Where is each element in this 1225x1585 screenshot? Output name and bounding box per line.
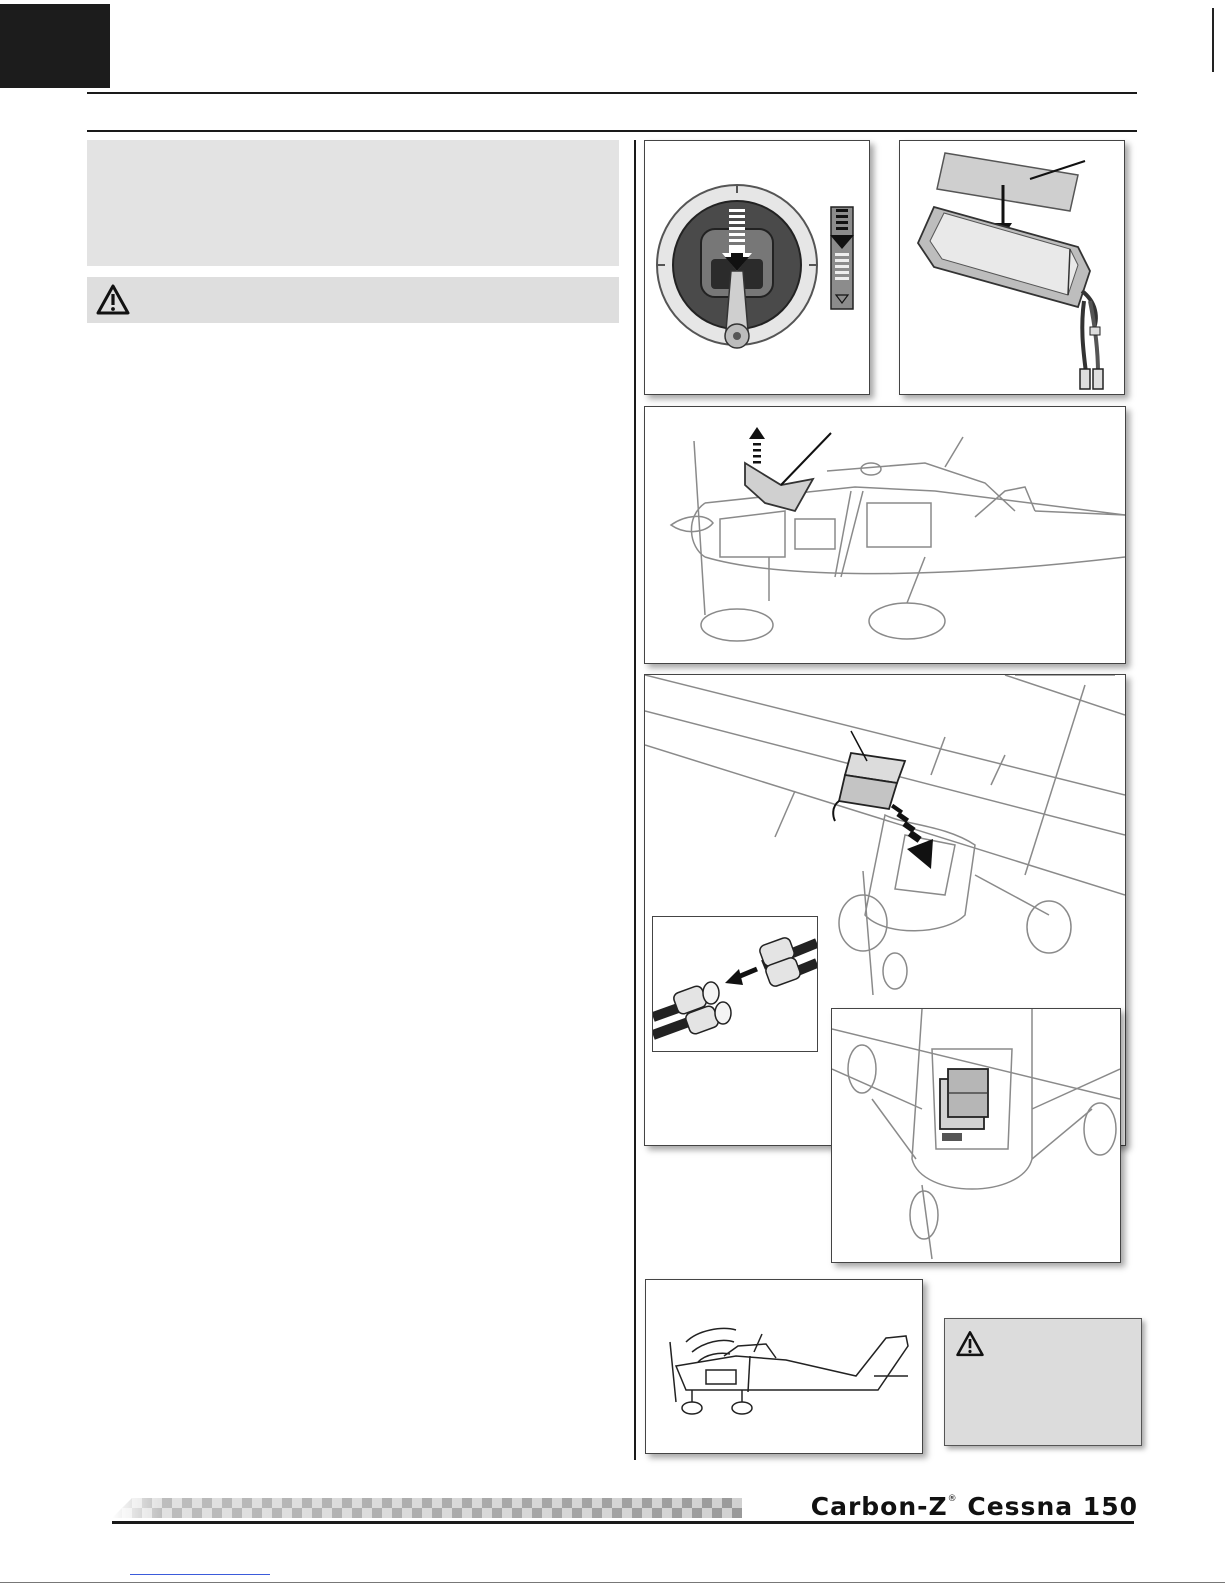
footer-brand: Carbon-Z bbox=[810, 1492, 948, 1521]
bottom-rule bbox=[0, 1582, 1225, 1583]
footer-model: Cessna 150 bbox=[967, 1492, 1138, 1521]
figure-hatch-removal bbox=[644, 406, 1126, 664]
figure-battery-hook-loop bbox=[899, 140, 1125, 395]
header-rule bbox=[87, 92, 1137, 94]
caution-note bbox=[944, 1318, 1142, 1446]
footer-registered-mark: ® bbox=[947, 1494, 958, 1504]
intro-note-panel bbox=[87, 140, 619, 266]
footer-checker-band bbox=[112, 1498, 742, 1518]
battery-pack-icon bbox=[900, 141, 1124, 394]
footer-rule bbox=[112, 1521, 1134, 1524]
warning-bar bbox=[87, 277, 619, 323]
warning-triangle-icon bbox=[955, 1329, 985, 1359]
figure-receiver-binding bbox=[645, 1279, 923, 1454]
figure-battery-seated bbox=[831, 1008, 1121, 1263]
aircraft-side-hatch-icon bbox=[645, 407, 1125, 663]
transmitter-throttle-stick-icon bbox=[645, 141, 869, 394]
section-tab bbox=[0, 4, 110, 88]
subheader-rule bbox=[87, 130, 1137, 132]
aircraft-radio-signal-icon bbox=[646, 1280, 922, 1453]
bottom-link-underline[interactable] bbox=[130, 1574, 270, 1575]
figure-throttle-down bbox=[644, 140, 870, 395]
column-divider bbox=[634, 140, 636, 1460]
page-edge-mark bbox=[1212, 8, 1214, 72]
ec3-connector-icon bbox=[653, 917, 817, 1051]
footer-product-title bbox=[752, 1492, 1138, 1522]
battery-seated-icon bbox=[832, 1009, 1120, 1262]
warning-triangle-icon bbox=[95, 282, 131, 318]
figure-connector-detail bbox=[652, 916, 818, 1052]
